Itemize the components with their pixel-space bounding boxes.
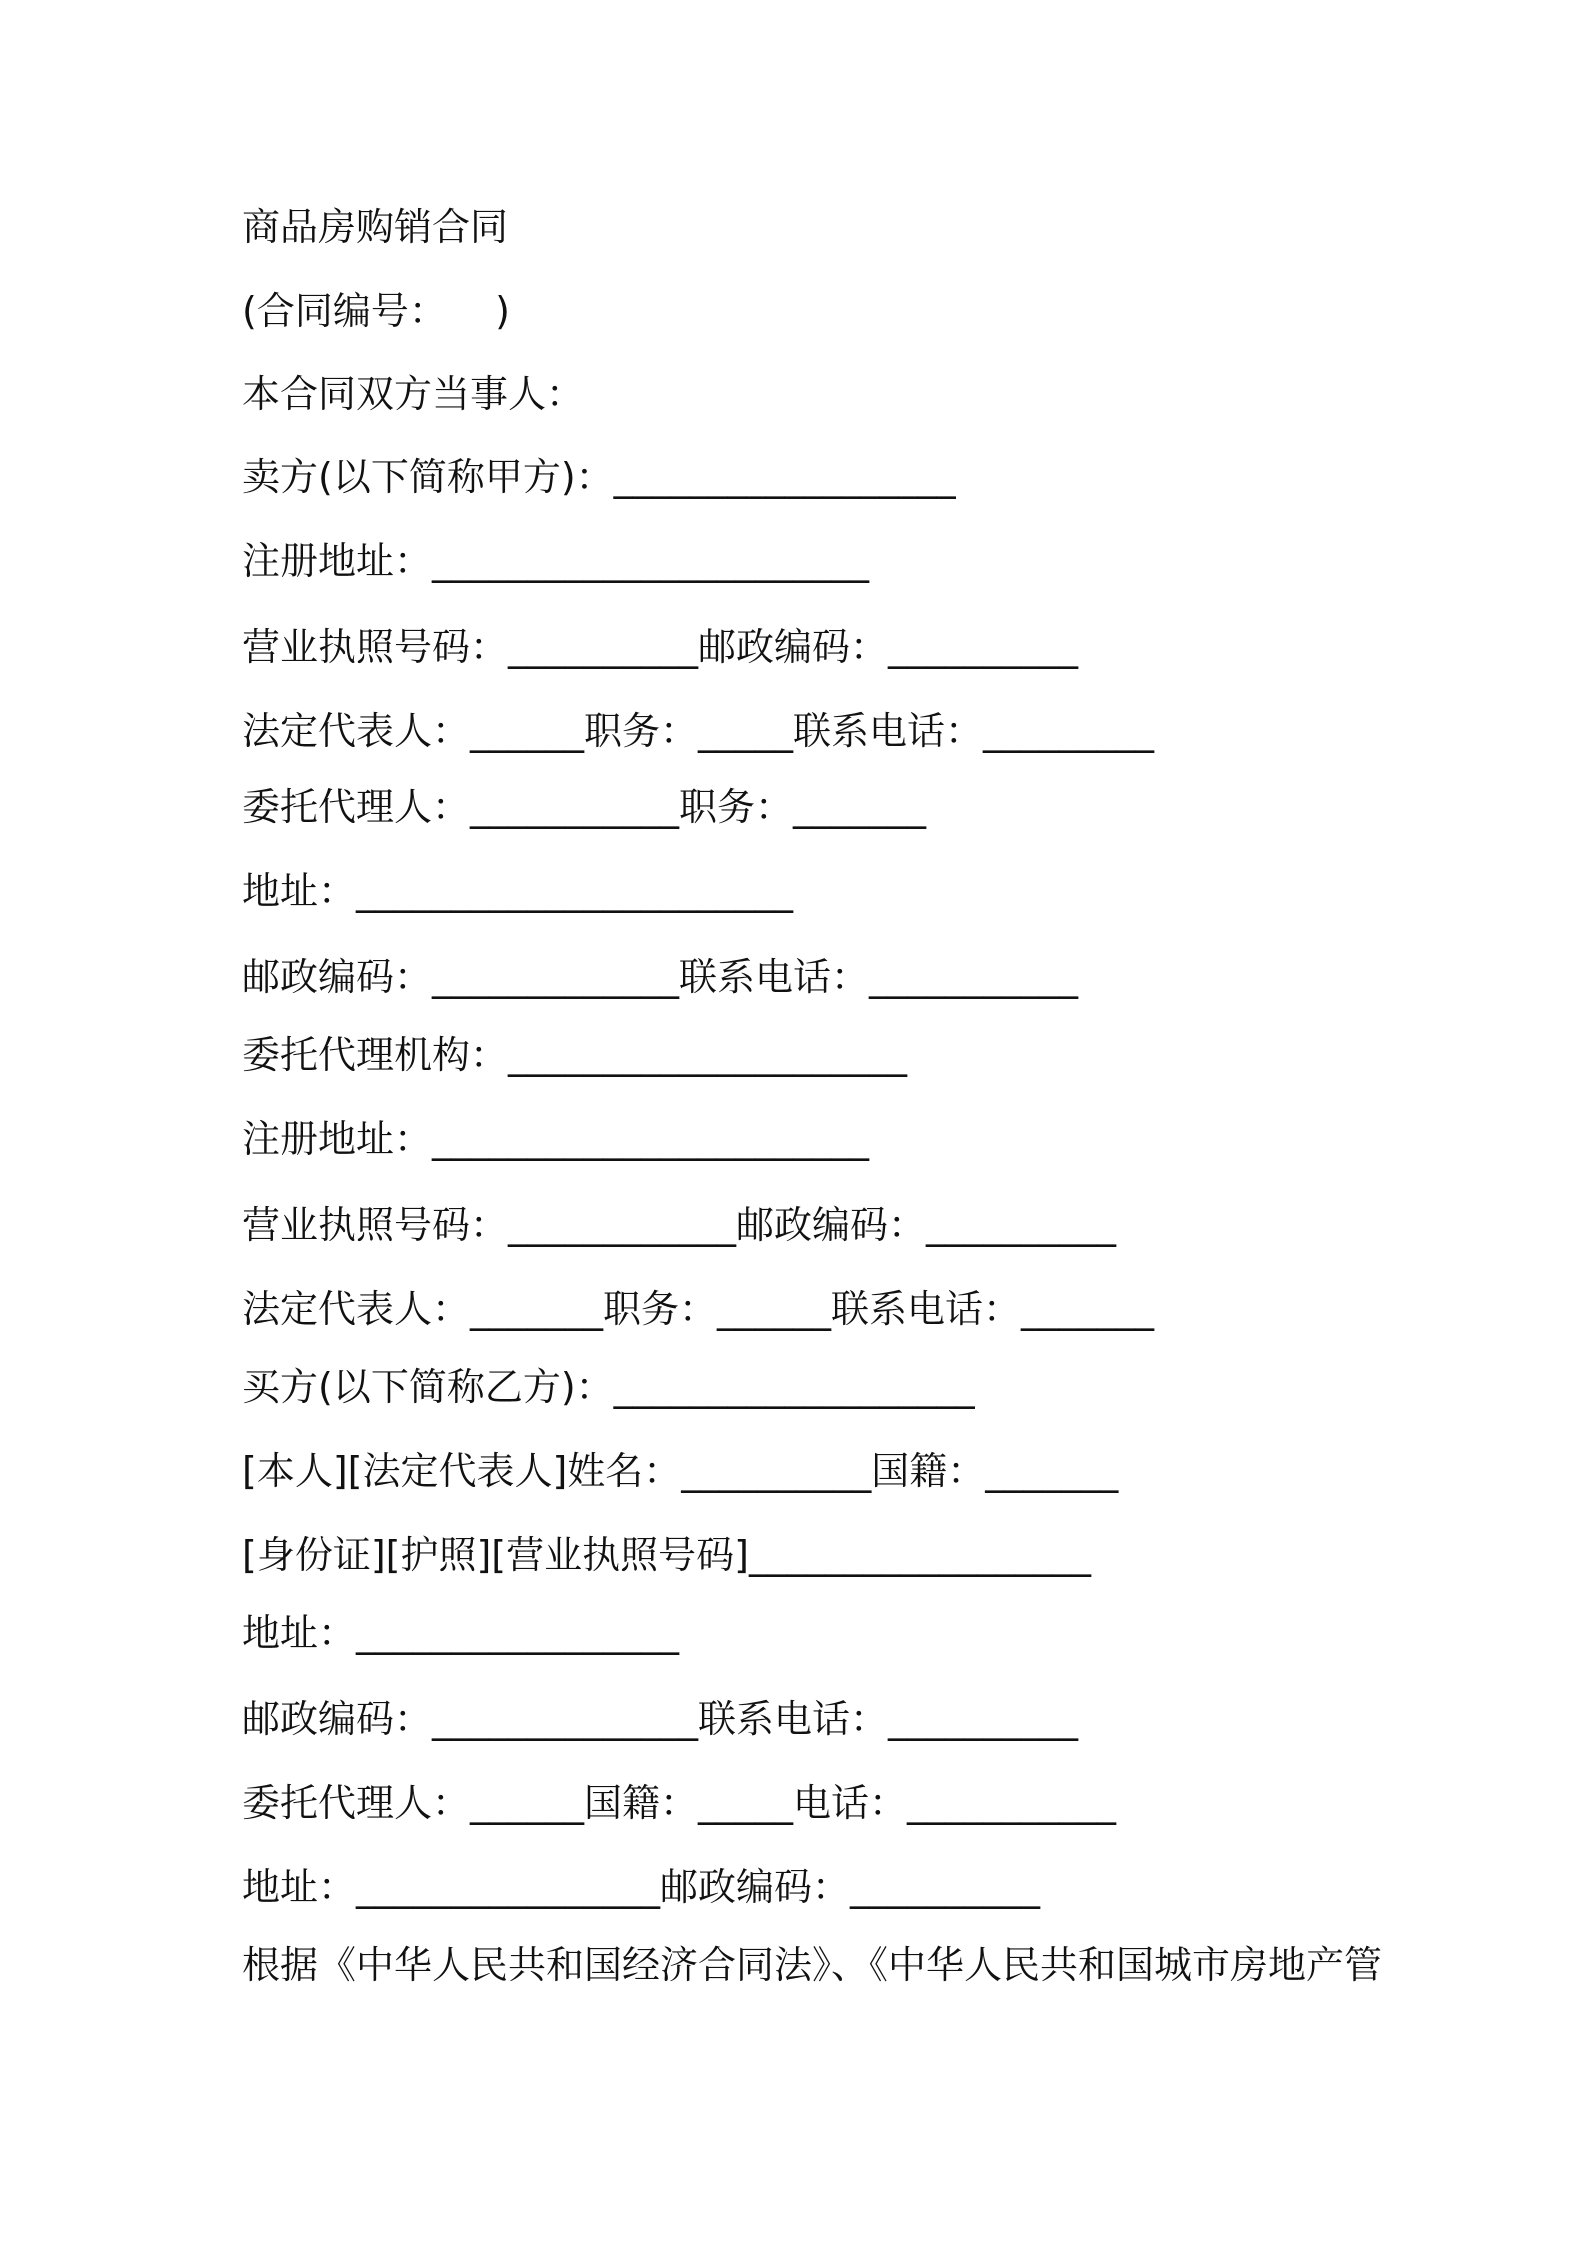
seller-agent-line: 委托代理人：___________职务：_______	[242, 785, 927, 829]
buyer-postcode-phone-line: 邮政编码：______________联系电话：__________	[242, 1697, 1079, 1741]
buyer-name-nationality-line: [本人][法定代表人]姓名：__________国籍：_______	[242, 1449, 1119, 1493]
seller-address-line: 地址：_______________________	[242, 869, 794, 913]
seller-legal-rep-line: 法定代表人：______职务：_____联系电话：_________	[242, 709, 1155, 753]
seller-line: 卖方(以下简称甲方)：__________________	[242, 455, 956, 499]
seller-license-postcode-line: 营业执照号码：__________邮政编码：__________	[242, 625, 1079, 669]
parties-heading: 本合同双方当事人：	[242, 372, 585, 416]
buyer-agent-address-line: 地址：________________邮政编码：__________	[242, 1865, 1041, 1909]
buyer-id-line: [身份证][护照][营业执照号码]__________________	[242, 1533, 1091, 1577]
agency-line: 委托代理机构：_____________________	[242, 1033, 908, 1077]
legal-basis-paragraph: 根据《中华人民共和国经济合同法》、《中华人民共和国城市房地产管	[242, 1943, 1383, 1987]
buyer-line: 买方(以下简称乙方)：___________________	[242, 1365, 975, 1409]
agency-license-postcode-line: 营业执照号码：____________邮政编码：__________	[242, 1203, 1117, 1247]
agency-registered-address-line: 注册地址：_______________________	[242, 1117, 870, 1161]
contract-number-line: (合同编号： )	[242, 289, 510, 333]
document-title: 商品房购销合同	[242, 205, 509, 249]
buyer-address-line: 地址：_________________	[242, 1611, 680, 1655]
seller-registered-address-line: 注册地址：_______________________	[242, 539, 870, 583]
agency-legal-rep-line: 法定代表人：_______职务：______联系电话：_______	[242, 1287, 1155, 1331]
buyer-agent-line: 委托代理人：______国籍：_____电话：___________	[242, 1781, 1117, 1825]
seller-postcode-phone-line: 邮政编码：_____________联系电话：___________	[242, 955, 1079, 999]
